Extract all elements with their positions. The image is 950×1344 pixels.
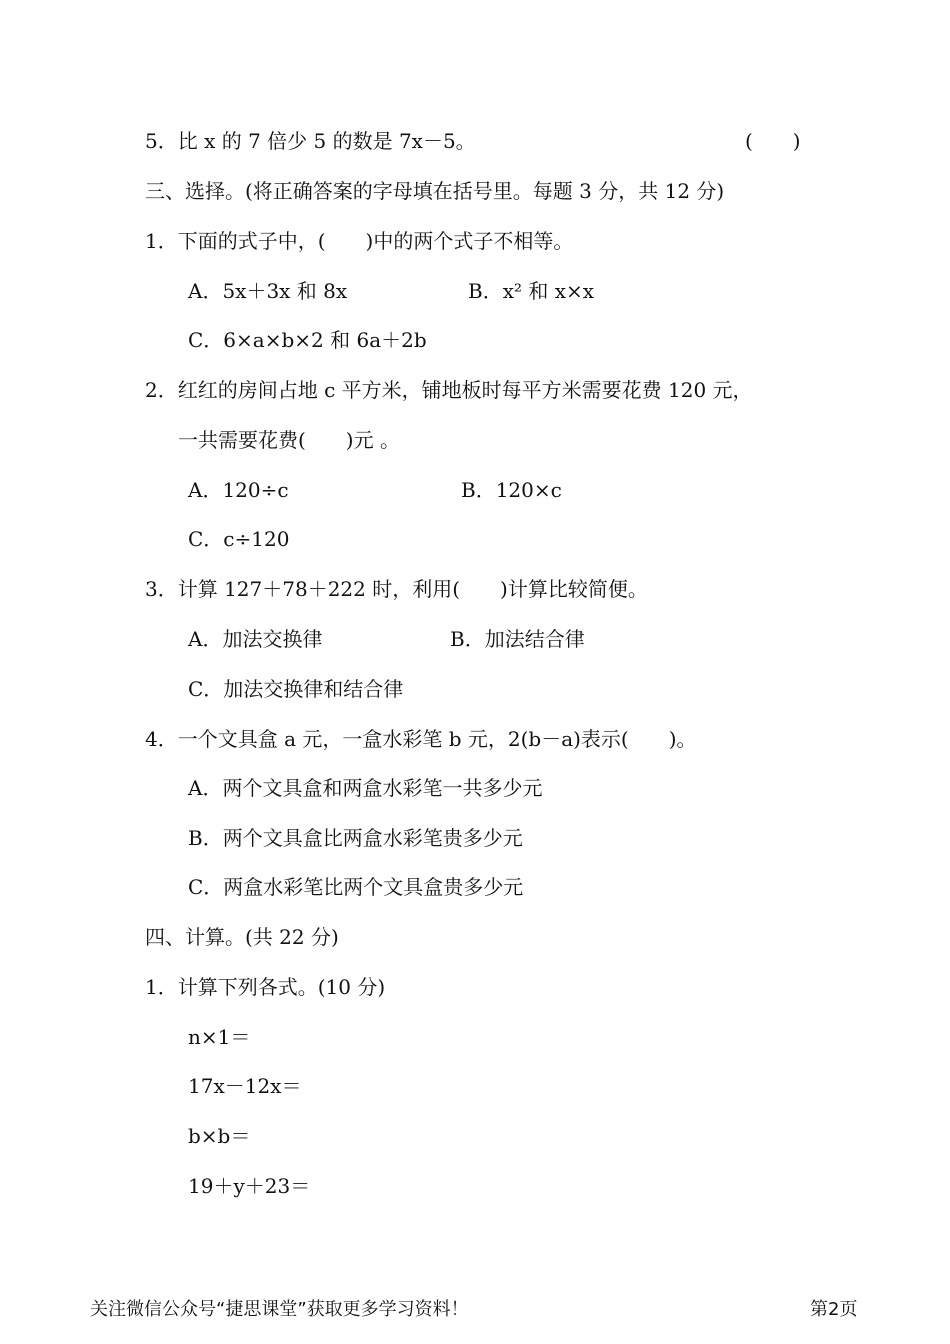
question-stem: 3．计算 127＋78＋222 时，利用( )计算比较简便。 (145, 577, 648, 601)
option-a: A．120÷c (188, 478, 289, 502)
footer-promo-text: 关注微信公众号“捷思课堂”获取更多学习资料！ (90, 1299, 469, 1320)
question-stem-continued: 一共需要花费( )元 。 (178, 428, 400, 452)
answer-box: ( ) (745, 129, 801, 153)
page-number: 第2页 (810, 1299, 858, 1320)
question-stem: 1．计算下列各式。(10 分) (145, 975, 386, 999)
option-c: C．6×a×b×2 和 6a＋2b (188, 328, 427, 352)
question-stem: 1．下面的式子中，( )中的两个式子不相等。 (145, 229, 574, 253)
option-c: C．两盒水彩笔比两个文具盒贵多少元 (188, 875, 524, 899)
question-stem: 2．红红的房间占地 c 平方米，铺地板时每平方米需要花费 120 元， (145, 378, 753, 402)
expression-item: n×1＝ (188, 1025, 251, 1049)
expression-item: 17x－12x＝ (188, 1074, 302, 1098)
option-a: A．加法交换律 (188, 627, 323, 651)
option-c: C．c÷120 (188, 527, 290, 551)
option-c: C．加法交换律和结合律 (188, 677, 404, 701)
option-b: B．x² 和 x×x (468, 279, 595, 303)
section-heading: 四、计算。(共 22 分) (145, 925, 339, 949)
option-b: B．120×c (461, 478, 562, 502)
option-a: A．两个文具盒和两盒水彩笔一共多少元 (188, 776, 543, 800)
expression-item: b×b＝ (188, 1124, 251, 1148)
section-heading: 三、选择。(将正确答案的字母填在括号里。每题 3 分，共 12 分) (145, 179, 725, 203)
expression-item: 19＋y＋23＝ (188, 1174, 311, 1198)
question-5-text: 5．比 x 的 7 倍少 5 的数是 7x－5。 (145, 129, 476, 153)
option-b: B．加法结合律 (450, 627, 585, 651)
option-b: B．两个文具盒比两盒水彩笔贵多少元 (188, 826, 523, 850)
question-stem: 4．一个文具盒 a 元，一盒水彩笔 b 元，2(b－a)表示( )。 (145, 727, 697, 751)
option-a: A．5x＋3x 和 8x (188, 279, 348, 303)
